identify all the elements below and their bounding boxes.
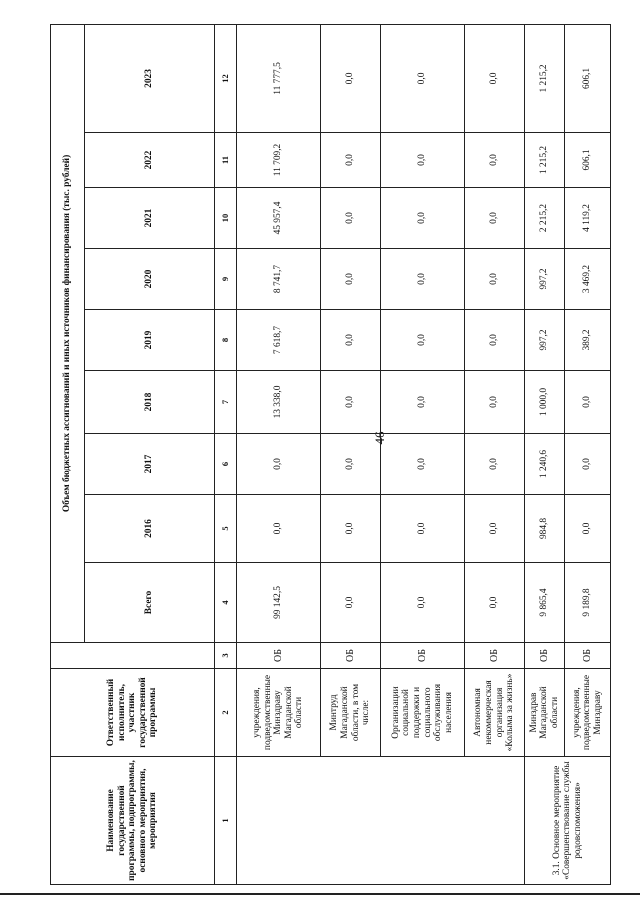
responsible-cell: Автономная некоммерческая организация «Колыма за жизнь» bbox=[465, 669, 525, 757]
responsible-cell: учреждения, подведомственные Минздраву Магаданской области bbox=[237, 669, 321, 757]
year-value-cell: 0,0 bbox=[565, 434, 611, 495]
table-row bbox=[321, 24, 381, 884]
column-number: 8 bbox=[215, 310, 237, 371]
year-value-cell: 606,1 bbox=[565, 24, 611, 132]
column-number-row bbox=[215, 24, 237, 884]
total-cell: 0,0 bbox=[321, 563, 381, 643]
header-year-2016: 2016 bbox=[85, 495, 215, 563]
column-number: 6 bbox=[215, 434, 237, 495]
source-cell: ОБ bbox=[465, 643, 525, 669]
header-source bbox=[51, 643, 215, 669]
column-number: 9 bbox=[215, 249, 237, 310]
year-value-cell: 11 777,5 bbox=[237, 24, 321, 132]
source-cell: ОБ bbox=[381, 643, 465, 669]
source-cell: ОБ bbox=[525, 643, 565, 669]
year-value-cell: 45 957,4 bbox=[237, 188, 321, 249]
year-value-cell: 984,8 bbox=[525, 495, 565, 563]
table-row bbox=[465, 24, 525, 884]
year-value-cell: 0,0 bbox=[381, 310, 465, 371]
year-value-cell: 0,0 bbox=[381, 371, 465, 434]
year-value-cell: 2 215,2 bbox=[525, 188, 565, 249]
year-value-cell: 997,2 bbox=[525, 310, 565, 371]
total-cell: 0,0 bbox=[465, 563, 525, 643]
header-year-2023: 2023 bbox=[85, 24, 215, 132]
header-responsible: Ответственный исполнитель, участник государственной программы bbox=[51, 669, 215, 757]
year-value-cell: 0,0 bbox=[381, 24, 465, 132]
year-value-cell: 997,2 bbox=[525, 249, 565, 310]
year-value-cell: 0,0 bbox=[321, 188, 381, 249]
year-value-cell: 0,0 bbox=[237, 495, 321, 563]
program-name-cell bbox=[237, 757, 525, 885]
year-value-cell: 0,0 bbox=[465, 133, 525, 188]
year-value-cell: 0,0 bbox=[321, 495, 381, 563]
year-value-cell: 0,0 bbox=[465, 188, 525, 249]
year-value-cell: 0,0 bbox=[381, 249, 465, 310]
year-value-cell: 0,0 bbox=[321, 434, 381, 495]
year-value-cell: 0,0 bbox=[565, 495, 611, 563]
source-cell: ОБ bbox=[565, 643, 611, 669]
year-value-cell: 1 215,2 bbox=[525, 24, 565, 132]
column-number: 5 bbox=[215, 495, 237, 563]
year-value-cell: 0,0 bbox=[381, 133, 465, 188]
responsible-cell: учреждения, подведомственные Минздраву bbox=[565, 669, 611, 757]
year-value-cell: 0,0 bbox=[465, 310, 525, 371]
year-value-cell: 11 709,2 bbox=[237, 133, 321, 188]
header-program-name: Наименование государственной программы, подпрограммы, основного мероприятия, мероприятия bbox=[51, 757, 215, 885]
funding-table-container bbox=[50, 25, 603, 885]
year-value-cell: 0,0 bbox=[465, 434, 525, 495]
year-value-cell: 13 338,0 bbox=[237, 371, 321, 434]
column-number: 10 bbox=[215, 188, 237, 249]
year-value-cell: 0,0 bbox=[381, 495, 465, 563]
year-value-cell: 1 215,2 bbox=[525, 133, 565, 188]
year-value-cell: 3 469,2 bbox=[565, 249, 611, 310]
table-row bbox=[381, 24, 465, 884]
column-number: 2 bbox=[215, 669, 237, 757]
responsible-cell: Минздрав Магаданской области bbox=[525, 669, 565, 757]
year-value-cell: 0,0 bbox=[381, 188, 465, 249]
year-value-cell: 389,2 bbox=[565, 310, 611, 371]
column-number: 3 bbox=[215, 643, 237, 669]
funding-table bbox=[50, 24, 611, 885]
header-funding-group: Объем бюджетных ассигнований и иных источников финансирования (тыс. рублей) bbox=[51, 24, 85, 642]
year-value-cell: 0,0 bbox=[465, 371, 525, 434]
header-year-2018: 2018 bbox=[85, 371, 215, 434]
year-value-cell: 0,0 bbox=[321, 133, 381, 188]
year-value-cell: 7 618,7 bbox=[237, 310, 321, 371]
bottom-rule bbox=[0, 893, 640, 895]
column-number: 7 bbox=[215, 371, 237, 434]
source-cell: ОБ bbox=[237, 643, 321, 669]
program-name-cell: 3.1. Основное мероприятие «Совершенствование службы родовспоможения» bbox=[525, 757, 611, 885]
header-total: Всего bbox=[85, 563, 215, 643]
year-value-cell: 4 119,2 bbox=[565, 188, 611, 249]
column-number: 12 bbox=[215, 24, 237, 132]
year-value-cell: 0,0 bbox=[321, 249, 381, 310]
year-value-cell: 8 741,7 bbox=[237, 249, 321, 310]
year-value-cell: 0,0 bbox=[381, 434, 465, 495]
year-value-cell: 0,0 bbox=[321, 24, 381, 132]
year-value-cell: 0,0 bbox=[565, 371, 611, 434]
page-number: 46 bbox=[372, 431, 387, 445]
year-value-cell: 1 240,6 bbox=[525, 434, 565, 495]
column-number: 4 bbox=[215, 563, 237, 643]
total-cell: 99 142,5 bbox=[237, 563, 321, 643]
table-row bbox=[525, 24, 565, 884]
header-year-2017: 2017 bbox=[85, 434, 215, 495]
header-year-2021: 2021 bbox=[85, 188, 215, 249]
responsible-cell: Организации социальной поддержки и социального обслуживания населения bbox=[381, 669, 465, 757]
year-value-cell: 0,0 bbox=[321, 371, 381, 434]
source-cell: ОБ bbox=[321, 643, 381, 669]
table-row bbox=[565, 24, 611, 884]
year-value-cell: 1 000,0 bbox=[525, 371, 565, 434]
column-number: 11 bbox=[215, 133, 237, 188]
year-value-cell: 606,1 bbox=[565, 133, 611, 188]
table-row bbox=[237, 24, 321, 884]
column-number: 1 bbox=[215, 757, 237, 885]
total-cell: 9 189,8 bbox=[565, 563, 611, 643]
year-value-cell: 0,0 bbox=[465, 24, 525, 132]
total-cell: 9 865,4 bbox=[525, 563, 565, 643]
year-value-cell: 0,0 bbox=[237, 434, 321, 495]
total-cell: 0,0 bbox=[381, 563, 465, 643]
header-year-2019: 2019 bbox=[85, 310, 215, 371]
year-value-cell: 0,0 bbox=[321, 310, 381, 371]
header-year-2022: 2022 bbox=[85, 133, 215, 188]
year-value-cell: 0,0 bbox=[465, 495, 525, 563]
year-value-cell: 0,0 bbox=[465, 249, 525, 310]
responsible-cell: Минтруд Магаданской области, в том числе: bbox=[321, 669, 381, 757]
header-year-2020: 2020 bbox=[85, 249, 215, 310]
